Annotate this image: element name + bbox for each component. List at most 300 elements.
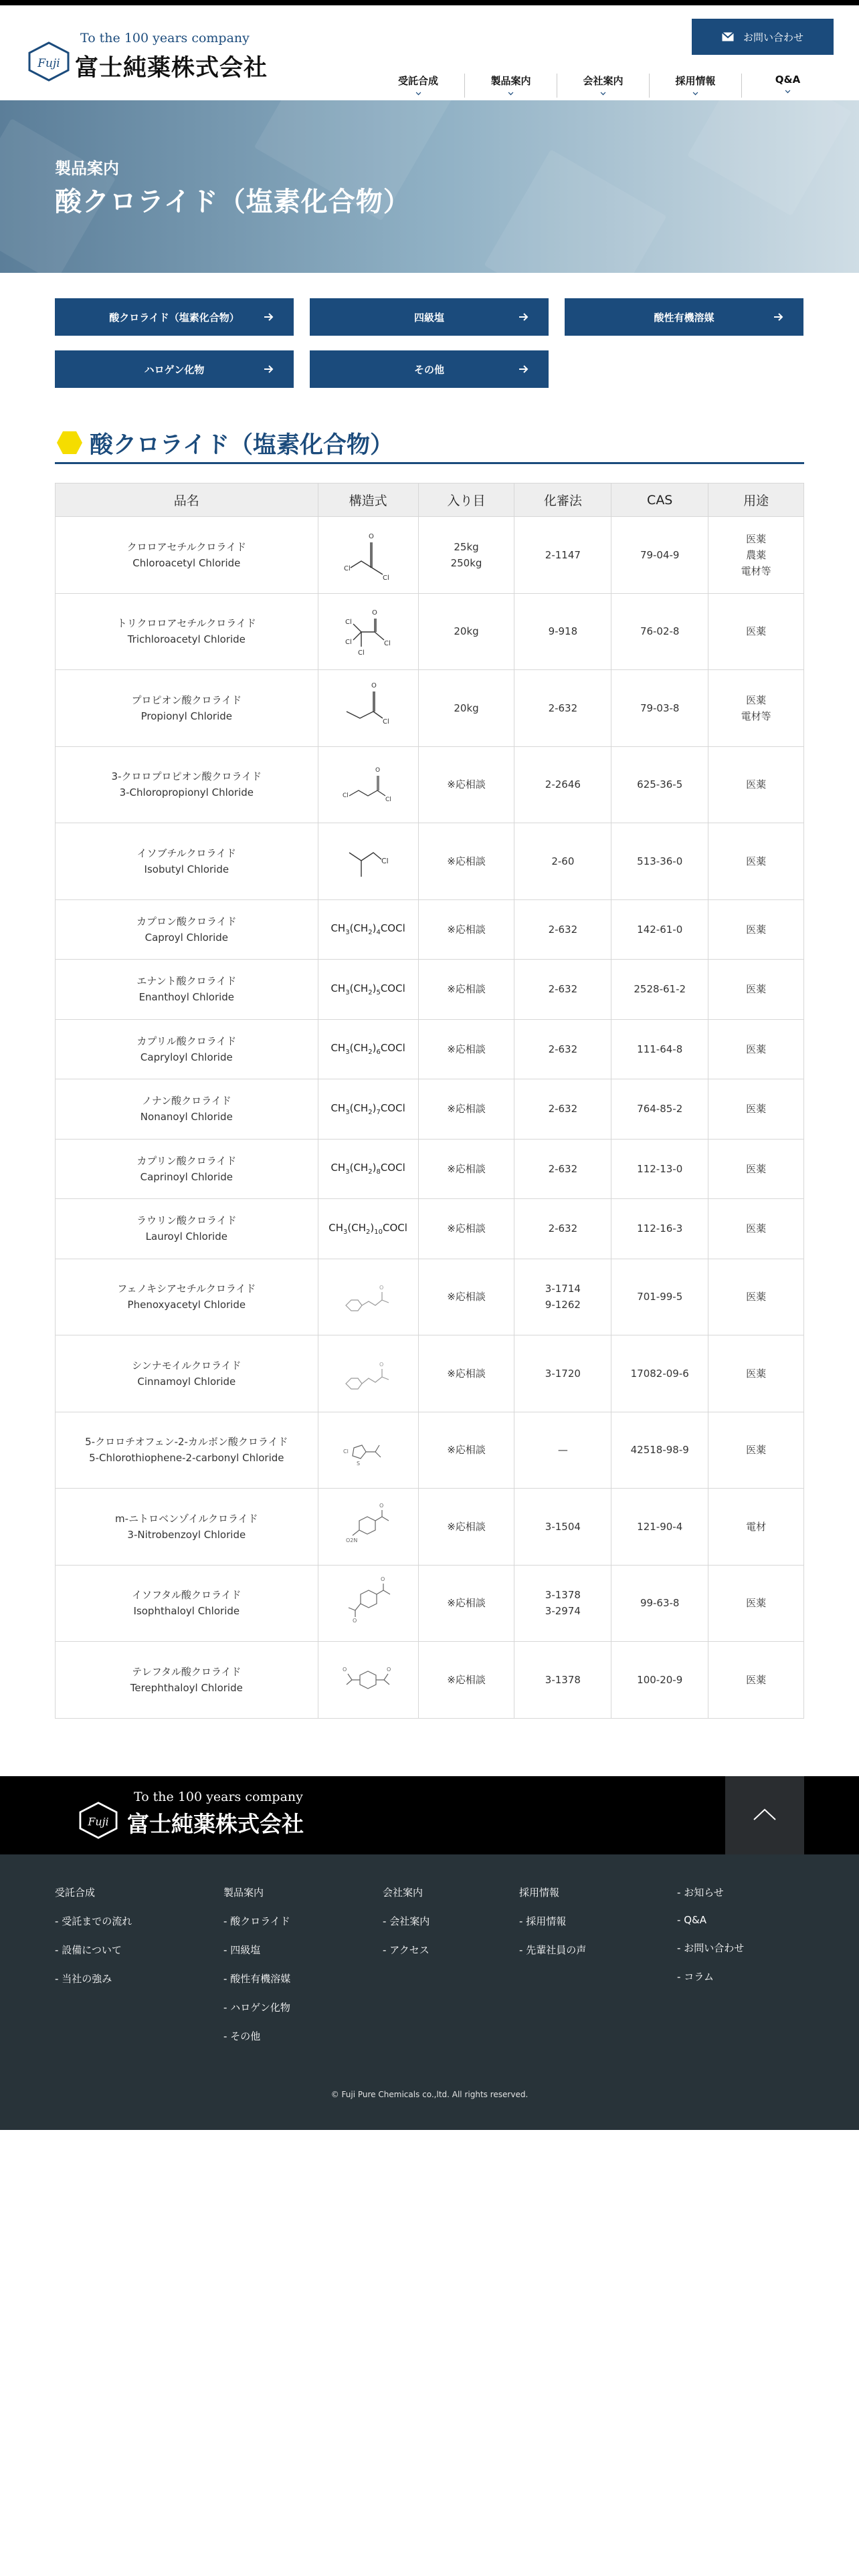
table-row bbox=[56, 1019, 804, 1079]
product-name-en: Trichloroacetyl Chloride bbox=[127, 633, 246, 646]
structure-cell bbox=[318, 670, 418, 747]
use-cell-value: 医薬 bbox=[746, 983, 767, 996]
use-cell bbox=[708, 670, 804, 747]
product-name-ja: トリクロロアセチルクロライド bbox=[116, 617, 256, 630]
cas-cell: 42518-98-9 bbox=[611, 1412, 708, 1489]
svg-text:O: O bbox=[353, 1618, 357, 1624]
package-cell-value: ※応相談 bbox=[447, 1520, 486, 1533]
product-name-cell bbox=[56, 1412, 318, 1489]
law-cell bbox=[514, 517, 611, 594]
law-cell bbox=[514, 1412, 611, 1489]
footer-heading[interactable]: 会社案内 bbox=[383, 1887, 423, 1899]
company-logo[interactable] bbox=[27, 24, 268, 84]
use-cell bbox=[708, 1079, 804, 1140]
law-cell bbox=[514, 1139, 611, 1199]
footer-link[interactable]: - ハロゲン化物 bbox=[223, 2000, 290, 2014]
structure-cell bbox=[318, 1489, 418, 1566]
fuji-logo-icon bbox=[27, 41, 71, 82]
category-button-halide[interactable] bbox=[55, 350, 294, 388]
svg-text:O: O bbox=[372, 609, 377, 617]
nitrobenzoyl-structure bbox=[318, 1498, 418, 1555]
chevron-down-icon bbox=[508, 90, 514, 96]
use-cell bbox=[708, 746, 804, 823]
category-button-label: 四級塩 bbox=[413, 311, 444, 324]
cas-cell: 2528-61-2 bbox=[611, 960, 708, 1020]
hexagon-icon bbox=[56, 429, 83, 456]
product-name-en: Propionyl Chloride bbox=[140, 710, 233, 722]
product-name-ja: ノナン酸クロライド bbox=[141, 1095, 231, 1107]
svg-text:Cl: Cl bbox=[385, 796, 391, 804]
law-cell-value: 2-632 bbox=[548, 983, 578, 996]
product-name-ja: シンナモイルクロライド bbox=[132, 1359, 242, 1372]
footer-link[interactable]: - アクセス bbox=[383, 1943, 430, 1957]
cas-cell: 112-13-0 bbox=[611, 1139, 708, 1199]
product-name-cell bbox=[56, 1199, 318, 1259]
footer-link[interactable]: - 酸性有機溶媒 bbox=[223, 1971, 290, 1985]
footer-link[interactable]: - Q&A bbox=[677, 1914, 744, 1926]
footer-link[interactable]: - 四級塩 bbox=[223, 1943, 290, 1957]
footer-heading[interactable]: 製品案内 bbox=[223, 1887, 264, 1899]
package-cell-value: ※応相談 bbox=[447, 1222, 486, 1235]
cas-cell: 764-85-2 bbox=[611, 1079, 708, 1140]
footer-heading[interactable]: 採用情報 bbox=[519, 1887, 560, 1899]
structure-cell bbox=[318, 1412, 418, 1489]
structure-cell bbox=[318, 960, 418, 1020]
structure-cell bbox=[318, 1199, 418, 1259]
chevron-down-icon bbox=[785, 88, 791, 94]
use-cell bbox=[708, 1199, 804, 1259]
package-cell-value: ※応相談 bbox=[447, 1162, 486, 1175]
use-cell-value: 電材 bbox=[746, 1520, 767, 1533]
site-header bbox=[0, 5, 859, 100]
package-cell bbox=[418, 1139, 514, 1199]
footer-link[interactable]: - コラム bbox=[677, 1969, 744, 1983]
svg-text:Cl: Cl bbox=[345, 639, 352, 647]
chloropropionyl-structure bbox=[318, 756, 418, 813]
product-name-en: Lauroyl Chloride bbox=[145, 1230, 227, 1243]
law-cell bbox=[514, 1335, 611, 1412]
cas-cell: 79-04-9 bbox=[611, 517, 708, 594]
svg-text:O: O bbox=[379, 1285, 384, 1291]
product-name-en: Isobutyl Chloride bbox=[144, 863, 229, 875]
page-hero bbox=[0, 100, 859, 273]
use-cell bbox=[708, 1565, 804, 1642]
product-name-ja: テレフタル酸クロライド bbox=[132, 1665, 242, 1678]
column-header-package: 入り目 bbox=[418, 484, 514, 517]
footer-column-contract bbox=[55, 1885, 132, 2000]
product-name-en: Caprinoyl Chloride bbox=[140, 1170, 233, 1183]
package-cell-value: 250kg bbox=[450, 556, 482, 569]
package-cell-value: ※応相談 bbox=[447, 983, 486, 996]
use-cell-value: 医薬 bbox=[746, 1103, 767, 1115]
chevron-down-icon bbox=[601, 90, 606, 96]
table-row bbox=[56, 823, 804, 900]
law-cell-value: — bbox=[557, 1444, 568, 1457]
package-cell-value: ※応相談 bbox=[447, 1444, 486, 1457]
nav-item-products[interactable] bbox=[464, 74, 557, 98]
category-button-other[interactable] bbox=[310, 350, 549, 388]
law-cell bbox=[514, 960, 611, 1020]
logo-company-name: 富士純薬株式会社 bbox=[75, 55, 268, 82]
package-cell-value: 25kg bbox=[454, 540, 479, 553]
site-footer bbox=[0, 1854, 859, 2130]
use-cell-value: 医薬 bbox=[746, 1367, 767, 1380]
product-name-en: Chloroacetyl Chloride bbox=[132, 556, 241, 569]
product-name-ja: 5-クロロチオフェン-2-カルボン酸クロライド bbox=[85, 1436, 288, 1448]
column-header-use: 用途 bbox=[708, 484, 804, 517]
hero-decoration bbox=[687, 100, 852, 216]
law-cell-value: 3-1378 bbox=[545, 1589, 581, 1602]
use-cell bbox=[708, 960, 804, 1020]
table-row bbox=[56, 960, 804, 1020]
table-row bbox=[56, 746, 804, 823]
hero-subtitle: 製品案内 bbox=[55, 159, 119, 178]
law-cell-value: 2-1147 bbox=[545, 548, 581, 561]
cas-cell: 111-64-8 bbox=[611, 1019, 708, 1079]
table-row bbox=[56, 1412, 804, 1489]
logo-tagline: To the 100 years company bbox=[80, 31, 250, 45]
nav-item-qa[interactable] bbox=[741, 74, 834, 98]
cas-cell: 142-61-0 bbox=[611, 899, 708, 960]
law-cell bbox=[514, 593, 611, 670]
use-cell bbox=[708, 593, 804, 670]
use-cell-value: 医薬 bbox=[746, 1444, 767, 1457]
contact-button[interactable] bbox=[692, 19, 834, 55]
nav-item-company[interactable] bbox=[557, 74, 649, 98]
svg-text:Cl: Cl bbox=[384, 640, 391, 648]
use-cell-value: 電材等 bbox=[741, 564, 771, 577]
law-cell-value: 3-1504 bbox=[545, 1520, 581, 1533]
law-cell-value: 3-1720 bbox=[545, 1367, 581, 1380]
product-name-ja: 3-クロロプロピオン酸クロライド bbox=[111, 770, 262, 783]
footer-link[interactable]: - 当社の強み bbox=[55, 1971, 132, 1985]
law-cell-value: 3-1378 bbox=[545, 1673, 581, 1686]
law-cell-value: 2-632 bbox=[548, 1103, 578, 1115]
footer-logo-tagline: To the 100 years company bbox=[134, 1790, 303, 1804]
category-button-quaternary-salt[interactable] bbox=[310, 298, 549, 336]
package-cell bbox=[418, 1019, 514, 1079]
package-cell-value: ※応相談 bbox=[447, 923, 486, 936]
product-name-en: 5-Chlorothiophene-2-carbonyl Chloride bbox=[89, 1452, 284, 1465]
product-name-en: Isophthaloyl Chloride bbox=[133, 1605, 240, 1618]
svg-text:Fuji: Fuji bbox=[88, 1815, 109, 1828]
package-cell bbox=[418, 1199, 514, 1259]
footer-link[interactable]: - その他 bbox=[223, 2029, 290, 2043]
use-cell-value: 医薬 bbox=[746, 1597, 767, 1610]
section-title: 酸クロライド（塩素化合物） bbox=[90, 432, 393, 459]
structure-cell bbox=[318, 1139, 418, 1199]
product-name-en: Cinnamoyl Chloride bbox=[137, 1375, 236, 1388]
law-cell bbox=[514, 1019, 611, 1079]
law-cell-value: 3-1714 bbox=[545, 1283, 581, 1295]
cinnamoyl-structure bbox=[318, 1345, 418, 1402]
use-cell bbox=[708, 1489, 804, 1566]
cas-cell: 112-16-3 bbox=[611, 1199, 708, 1259]
product-name-ja: ラウリン酸クロライド bbox=[136, 1214, 237, 1227]
footer-logo-company-name: 富士純薬株式会社 bbox=[127, 1811, 304, 1837]
arrow-right-icon bbox=[264, 362, 274, 376]
chevron-up-icon bbox=[752, 1807, 777, 1822]
svg-text:Cl: Cl bbox=[383, 574, 389, 582]
use-cell bbox=[708, 899, 804, 960]
law-cell bbox=[514, 1199, 611, 1259]
product-name-en: Enanthoyl Chloride bbox=[138, 991, 235, 1004]
svg-text:O: O bbox=[371, 681, 377, 689]
product-name-en: 3-Chloropropionyl Chloride bbox=[119, 786, 254, 799]
package-cell bbox=[418, 1335, 514, 1412]
product-name-en: Nonanoyl Chloride bbox=[140, 1111, 233, 1123]
structural-formula: $CH_3(CH_2)_8COCl$ bbox=[330, 1162, 405, 1176]
cas-cell: 79-03-8 bbox=[611, 670, 708, 747]
package-cell bbox=[418, 823, 514, 900]
column-header-cas: CAS bbox=[611, 484, 708, 517]
phenoxyacetyl-structure bbox=[318, 1268, 418, 1325]
package-cell-value: ※応相談 bbox=[447, 1103, 486, 1115]
law-cell bbox=[514, 1259, 611, 1335]
cas-cell: 121-90-4 bbox=[611, 1489, 708, 1566]
chevron-down-icon bbox=[693, 90, 698, 96]
page-top-button[interactable] bbox=[725, 1776, 804, 1854]
column-header-structure: 構造式 bbox=[318, 484, 418, 517]
use-cell-value: 医薬 bbox=[746, 1291, 767, 1303]
contact-button-label: お問い合わせ bbox=[743, 31, 803, 43]
use-cell bbox=[708, 517, 804, 594]
table-row bbox=[56, 517, 804, 594]
footer-link[interactable]: - お知らせ bbox=[677, 1885, 744, 1899]
svg-text:Cl: Cl bbox=[383, 718, 389, 726]
package-cell bbox=[418, 593, 514, 670]
package-cell bbox=[418, 517, 514, 594]
structure-cell bbox=[318, 1079, 418, 1140]
structural-formula: $CH_3(CH_2)_6COCl$ bbox=[330, 1042, 405, 1057]
footer-link[interactable]: - 会社案内 bbox=[383, 1914, 430, 1928]
law-cell-value: 2-632 bbox=[548, 1043, 578, 1055]
cas-cell: 100-20-9 bbox=[611, 1642, 708, 1719]
footer-column-company bbox=[383, 1885, 430, 1971]
product-name-cell bbox=[56, 1642, 318, 1719]
package-cell-value: ※応相談 bbox=[447, 1367, 486, 1380]
category-button-acidic-solvent[interactable] bbox=[565, 298, 803, 336]
use-cell-value: 医薬 bbox=[746, 532, 767, 545]
product-name-ja: フェノキシアセチルクロライド bbox=[117, 1283, 256, 1295]
package-cell bbox=[418, 1259, 514, 1335]
use-cell-value: 医薬 bbox=[746, 1043, 767, 1055]
use-cell bbox=[708, 1259, 804, 1335]
svg-text:O: O bbox=[381, 1576, 385, 1583]
use-cell-value: 医薬 bbox=[746, 855, 767, 867]
section-heading bbox=[55, 427, 804, 464]
package-cell bbox=[418, 1412, 514, 1489]
fuji-logo-icon bbox=[78, 1802, 119, 1839]
law-cell-value: 9-918 bbox=[548, 625, 578, 638]
svg-text:O: O bbox=[375, 767, 381, 774]
package-cell bbox=[418, 670, 514, 747]
nav-label: 受託合成 bbox=[397, 75, 438, 87]
top-bar bbox=[0, 0, 859, 5]
svg-text:O: O bbox=[343, 1666, 347, 1673]
product-name-ja: カプロン酸クロライド bbox=[136, 915, 237, 928]
structure-cell bbox=[318, 517, 418, 594]
svg-text:Cl: Cl bbox=[358, 649, 365, 657]
svg-text:Cl: Cl bbox=[345, 619, 352, 627]
footer-column-recruit bbox=[519, 1885, 586, 1971]
hero-decoration bbox=[484, 149, 666, 273]
package-cell-value: ※応相談 bbox=[447, 855, 486, 867]
trichloroacetyl-structure bbox=[318, 603, 418, 660]
cas-cell: 99-63-8 bbox=[611, 1565, 708, 1642]
law-cell bbox=[514, 746, 611, 823]
product-name-cell bbox=[56, 517, 318, 594]
structure-cell bbox=[318, 823, 418, 900]
product-name-ja: カプリル酸クロライド bbox=[136, 1035, 237, 1047]
product-name-cell bbox=[56, 593, 318, 670]
cas-cell: 76-02-8 bbox=[611, 593, 708, 670]
product-name-cell bbox=[56, 1335, 318, 1412]
product-name-cell bbox=[56, 670, 318, 747]
law-cell-value: 2-60 bbox=[551, 855, 575, 867]
footer-column-info bbox=[677, 1885, 744, 1998]
product-name-en: Capryloyl Chloride bbox=[140, 1051, 233, 1063]
svg-text:O2N: O2N bbox=[346, 1537, 358, 1543]
law-cell-value: 2-632 bbox=[548, 1222, 578, 1235]
page-title: 酸クロライド（塩素化合物） bbox=[55, 187, 411, 217]
package-cell-value: ※応相談 bbox=[447, 1673, 486, 1686]
product-name-cell bbox=[56, 1489, 318, 1566]
product-name-en: 3-Nitrobenzoyl Chloride bbox=[127, 1528, 246, 1541]
footer-link[interactable]: - 酸クロライド bbox=[223, 1914, 290, 1928]
structure-cell bbox=[318, 899, 418, 960]
footer-link[interactable]: - 先輩社員の声 bbox=[519, 1943, 586, 1957]
law-cell-value: 3-2974 bbox=[545, 1605, 581, 1618]
propionyl-structure bbox=[318, 679, 418, 737]
table-row bbox=[56, 593, 804, 670]
product-name-cell bbox=[56, 1019, 318, 1079]
product-name-ja: プロピオン酸クロライド bbox=[131, 693, 242, 706]
footer-link[interactable]: - 受託までの流れ bbox=[55, 1914, 132, 1928]
cas-cell: 701-99-5 bbox=[611, 1259, 708, 1335]
product-name-en: Caproyl Chloride bbox=[145, 931, 229, 944]
table-row bbox=[56, 670, 804, 747]
chevron-down-icon bbox=[415, 90, 421, 96]
law-cell bbox=[514, 670, 611, 747]
law-cell bbox=[514, 1565, 611, 1642]
use-cell-value: 医薬 bbox=[746, 923, 767, 936]
package-cell-value: 20kg bbox=[454, 702, 479, 714]
package-cell-value: ※応相談 bbox=[447, 1043, 486, 1055]
global-nav bbox=[372, 74, 834, 98]
table-header-row bbox=[56, 484, 804, 517]
table-row bbox=[56, 1642, 804, 1719]
use-cell-value: 医薬 bbox=[746, 1222, 767, 1235]
category-button-label: 酸性有機溶媒 bbox=[654, 311, 714, 324]
use-cell bbox=[708, 1642, 804, 1719]
package-cell bbox=[418, 960, 514, 1020]
chloroacetyl-structure bbox=[318, 526, 418, 584]
svg-text:S: S bbox=[357, 1461, 361, 1467]
use-cell-value: 医薬 bbox=[746, 1673, 767, 1686]
nav-item-contract[interactable] bbox=[372, 74, 464, 98]
law-cell-value: 2-632 bbox=[548, 1162, 578, 1175]
structural-formula: $CH_3(CH_2)_7COCl$ bbox=[330, 1101, 405, 1116]
structure-cell bbox=[318, 593, 418, 670]
structural-formula: $CH_3(CH_2)_{10}COCl$ bbox=[328, 1221, 407, 1236]
structure-cell bbox=[318, 1565, 418, 1642]
use-cell bbox=[708, 823, 804, 900]
category-button-acid-chloride[interactable] bbox=[55, 298, 294, 336]
table-row bbox=[56, 1079, 804, 1140]
product-name-ja: イソブチルクロライド bbox=[136, 847, 237, 859]
cas-cell: 625-36-5 bbox=[611, 746, 708, 823]
product-name-ja: クロロアセチルクロライド bbox=[126, 540, 246, 553]
svg-text:Cl: Cl bbox=[343, 1448, 349, 1455]
nav-item-recruit[interactable] bbox=[649, 74, 741, 98]
use-cell bbox=[708, 1335, 804, 1412]
isophthaloyl-structure bbox=[318, 1574, 418, 1632]
category-button-label: 酸クロライド（塩素化合物） bbox=[109, 311, 240, 324]
package-cell bbox=[418, 1565, 514, 1642]
svg-text:O: O bbox=[379, 1361, 384, 1368]
structure-cell bbox=[318, 746, 418, 823]
use-cell-value: 農薬 bbox=[746, 548, 767, 561]
law-cell-value: 2-2646 bbox=[545, 778, 581, 791]
table-row bbox=[56, 899, 804, 960]
category-button-label: ハロゲン化物 bbox=[144, 363, 205, 376]
nav-label: 製品案内 bbox=[490, 75, 531, 87]
law-cell bbox=[514, 1642, 611, 1719]
structure-cell bbox=[318, 1642, 418, 1719]
law-cell bbox=[514, 1079, 611, 1140]
use-cell-value: 医薬 bbox=[746, 778, 767, 791]
package-cell-value: ※応相談 bbox=[447, 778, 486, 791]
table-row bbox=[56, 1259, 804, 1335]
table-row bbox=[56, 1489, 804, 1566]
product-name-cell bbox=[56, 823, 318, 900]
category-button-label: その他 bbox=[413, 363, 444, 376]
product-name-cell bbox=[56, 1079, 318, 1140]
use-cell bbox=[708, 1412, 804, 1489]
cas-cell: 513-36-0 bbox=[611, 823, 708, 900]
nav-label: 採用情報 bbox=[675, 75, 716, 87]
product-name-ja: m-ニトロベンゾイルクロライド bbox=[115, 1512, 258, 1525]
arrow-right-icon bbox=[519, 362, 529, 376]
table-row bbox=[56, 1335, 804, 1412]
footer-link[interactable]: - 設備について bbox=[55, 1943, 132, 1957]
product-name-cell bbox=[56, 899, 318, 960]
footer-link[interactable]: - お問い合わせ bbox=[677, 1941, 744, 1955]
nav-label: Q&A bbox=[775, 74, 801, 86]
package-cell bbox=[418, 899, 514, 960]
structure-cell bbox=[318, 1019, 418, 1079]
law-cell-value: 2-632 bbox=[548, 702, 578, 714]
footer-heading[interactable]: 受託合成 bbox=[55, 1887, 96, 1899]
product-name-cell bbox=[56, 1259, 318, 1335]
svg-text:O: O bbox=[387, 1666, 391, 1673]
product-name-en: Terephthaloyl Chloride bbox=[130, 1681, 243, 1694]
arrow-right-icon bbox=[519, 310, 529, 324]
use-cell-value: 医薬 bbox=[746, 1162, 767, 1175]
svg-text:Fuji: Fuji bbox=[37, 57, 60, 70]
footer-column-products bbox=[223, 1885, 290, 2058]
use-cell-value: 医薬 bbox=[746, 693, 767, 706]
column-header-law: 化審法 bbox=[514, 484, 611, 517]
footer-link[interactable]: - 採用情報 bbox=[519, 1914, 586, 1928]
use-cell bbox=[708, 1019, 804, 1079]
product-name-cell bbox=[56, 1139, 318, 1199]
arrow-right-icon bbox=[264, 310, 274, 324]
cas-cell: 17082-09-6 bbox=[611, 1335, 708, 1412]
structure-cell bbox=[318, 1259, 418, 1335]
structural-formula: $CH_3(CH_2)_5COCl$ bbox=[330, 982, 405, 996]
